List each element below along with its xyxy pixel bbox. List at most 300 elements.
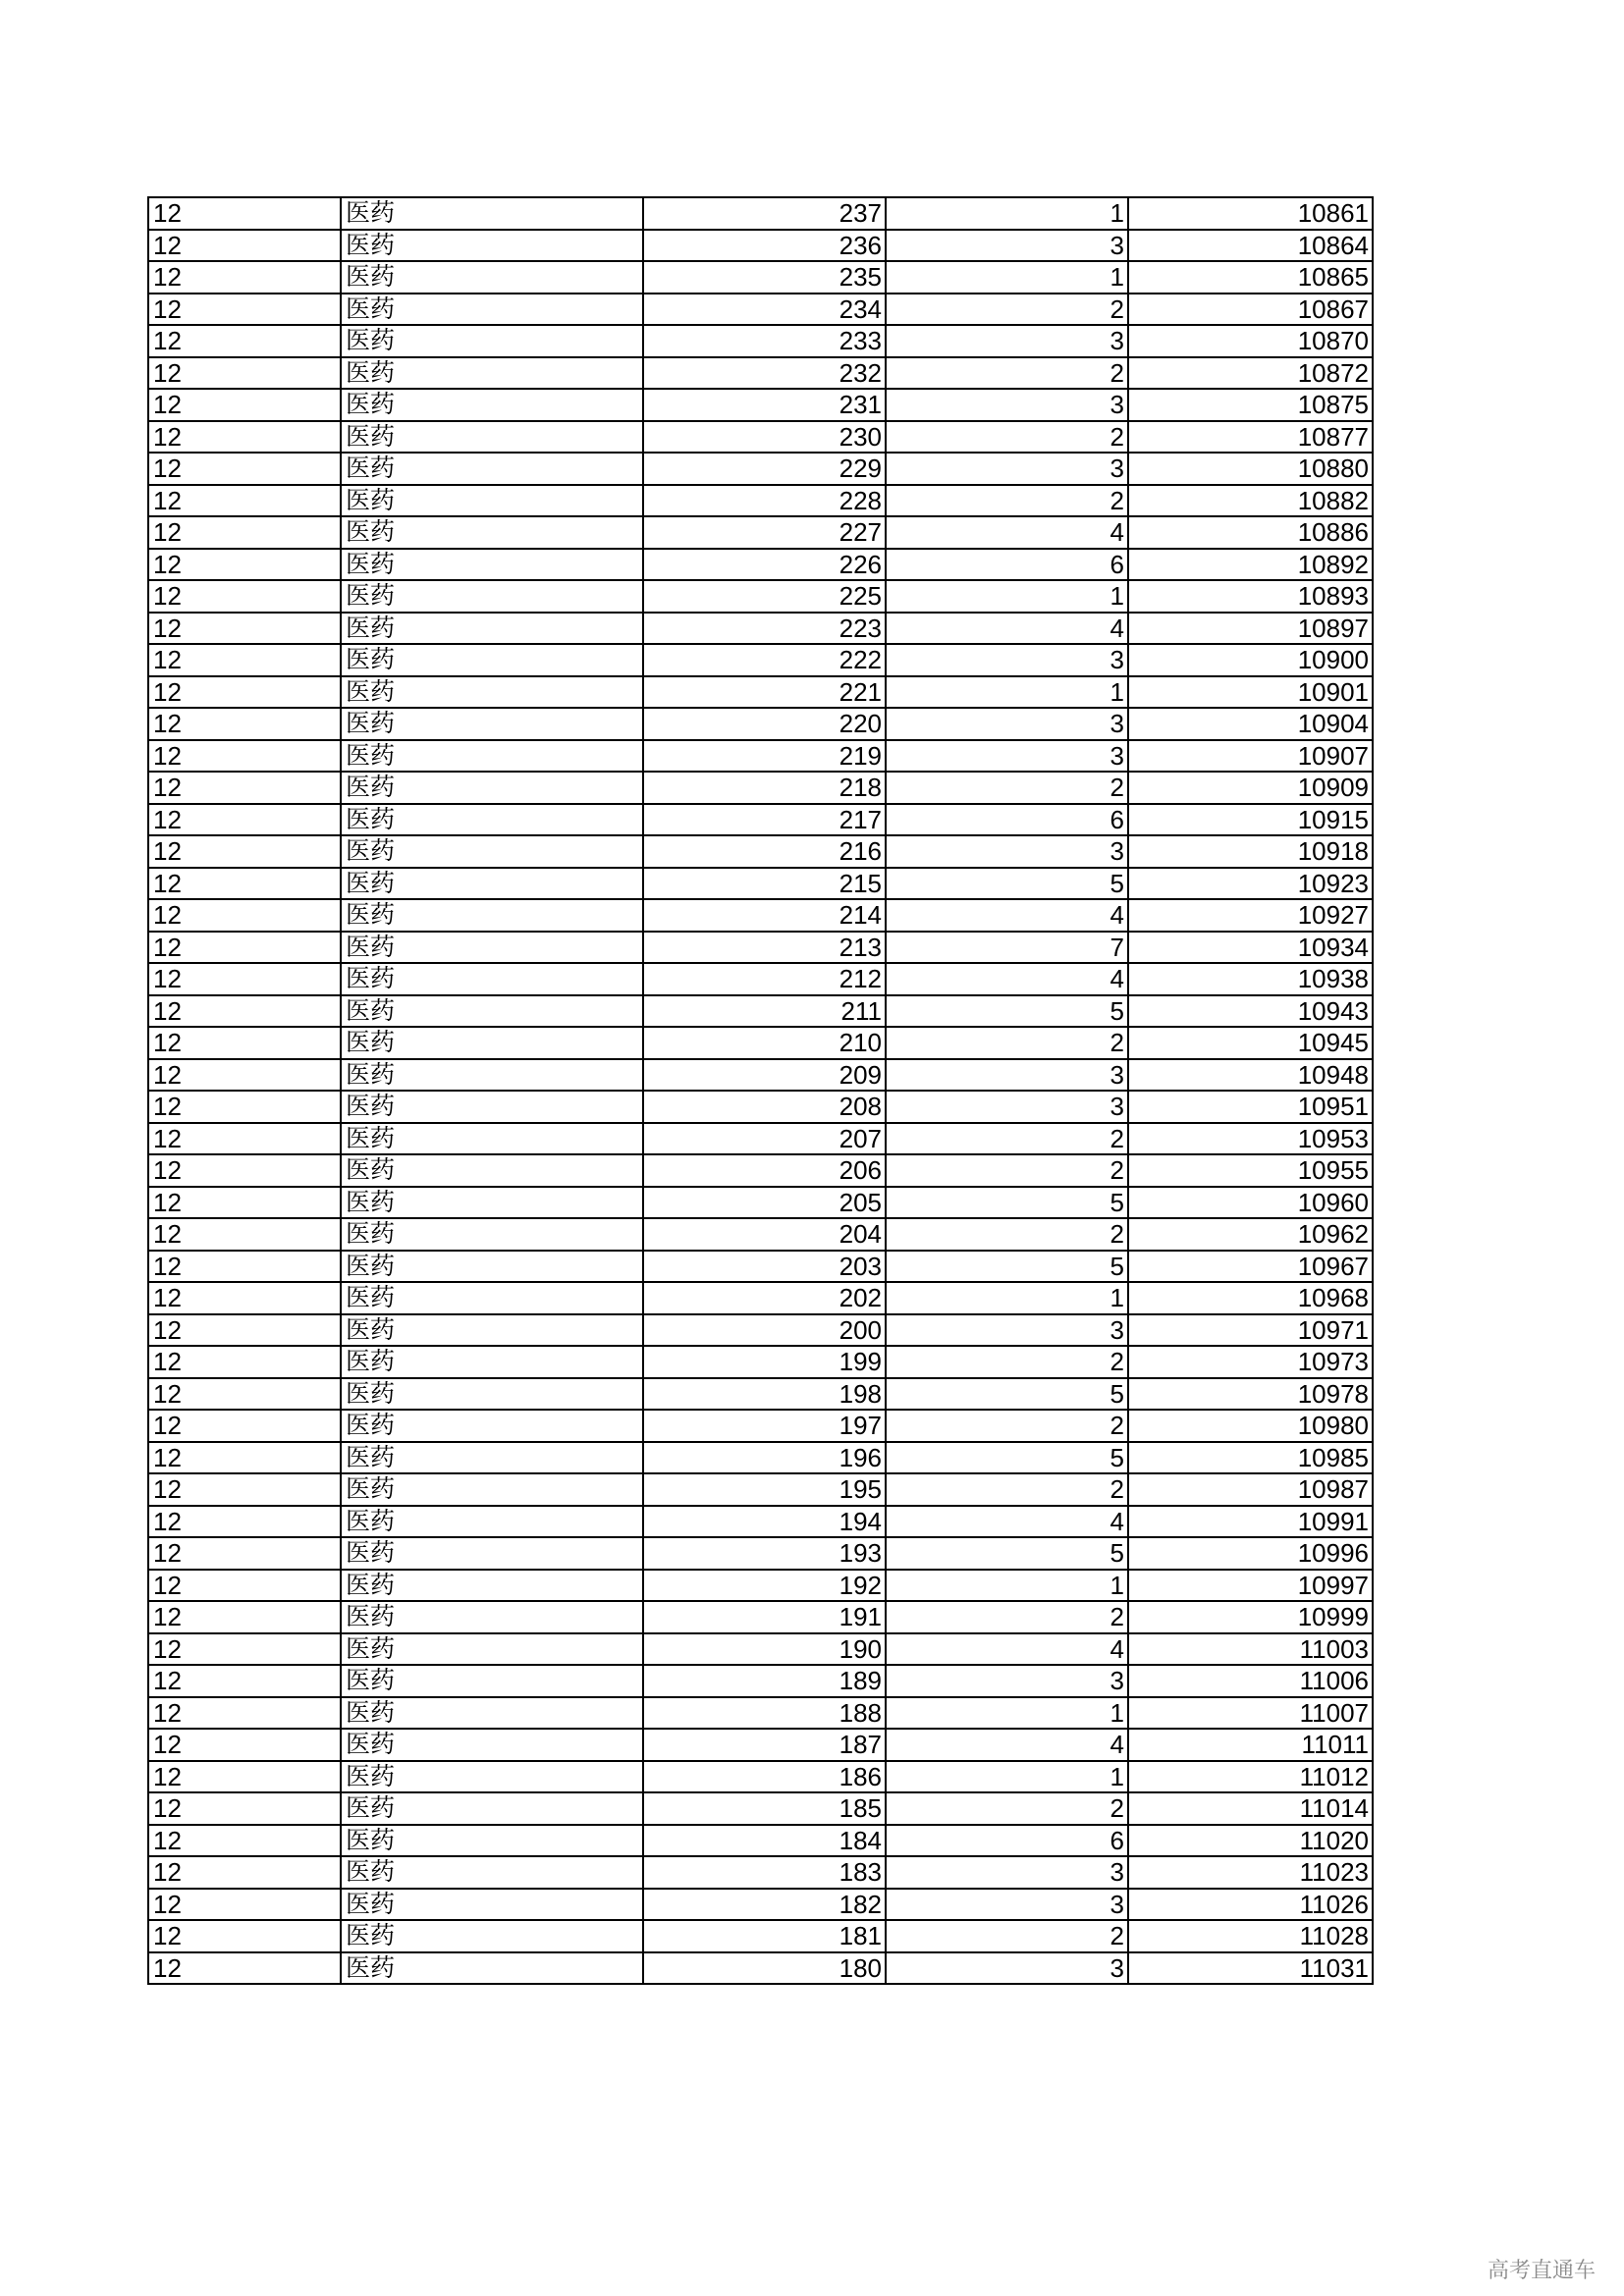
category-cell: 医药 [341,835,643,868]
cumulative-cell: 10953 [1128,1123,1373,1155]
table-row [148,549,1373,581]
group-cell: 12 [148,1378,341,1411]
cumulative-cell: 10980 [1128,1410,1373,1442]
category-cell: 医药 [341,516,643,549]
category-cell: 医药 [341,1091,643,1123]
score-cell: 187 [643,1729,886,1761]
score-cell: 234 [643,294,886,326]
cumulative-cell: 10997 [1128,1570,1373,1602]
count-cell: 2 [886,421,1128,454]
cumulative-cell: 11006 [1128,1665,1373,1697]
table-row [148,1473,1373,1506]
table-row [148,580,1373,613]
count-cell: 6 [886,804,1128,836]
table-row [148,1697,1373,1730]
cumulative-cell: 10973 [1128,1346,1373,1378]
count-cell: 5 [886,1442,1128,1474]
group-cell: 12 [148,1346,341,1378]
category-cell: 医药 [341,1251,643,1283]
category-cell: 医药 [341,804,643,836]
count-cell: 6 [886,549,1128,581]
cumulative-cell: 10978 [1128,1378,1373,1411]
table-row [148,1506,1373,1538]
group-cell: 12 [148,197,341,230]
cumulative-cell: 10991 [1128,1506,1373,1538]
group-cell: 12 [148,1091,341,1123]
category-cell: 医药 [341,1952,643,1985]
category-cell: 医药 [341,1410,643,1442]
score-cell: 203 [643,1251,886,1283]
table-row [148,230,1373,262]
group-cell: 12 [148,294,341,326]
group-cell: 12 [148,868,341,900]
cumulative-cell: 11003 [1128,1633,1373,1666]
table-row [148,899,1373,932]
category-cell: 医药 [341,1154,643,1187]
score-cell: 233 [643,325,886,357]
group-cell: 12 [148,1792,341,1825]
table-row [148,485,1373,517]
group-cell: 12 [148,230,341,262]
group-cell: 12 [148,899,341,932]
cumulative-cell: 11031 [1128,1952,1373,1985]
cumulative-cell: 10875 [1128,389,1373,421]
cumulative-cell: 11020 [1128,1825,1373,1857]
table-row [148,1952,1373,1985]
score-cell: 232 [643,357,886,390]
group-cell: 12 [148,1123,341,1155]
score-cell: 185 [643,1792,886,1825]
category-cell: 医药 [341,453,643,485]
group-cell: 12 [148,1952,341,1985]
score-cell: 209 [643,1059,886,1092]
cumulative-cell: 10934 [1128,932,1373,964]
count-cell: 2 [886,357,1128,390]
category-cell: 医药 [341,1856,643,1889]
count-cell: 3 [886,1952,1128,1985]
score-cell: 194 [643,1506,886,1538]
group-cell: 12 [148,516,341,549]
score-cell: 214 [643,899,886,932]
score-cell: 237 [643,197,886,230]
group-cell: 12 [148,835,341,868]
cumulative-cell: 10968 [1128,1282,1373,1314]
group-cell: 12 [148,772,341,804]
score-cell: 193 [643,1537,886,1570]
count-cell: 3 [886,708,1128,740]
group-cell: 12 [148,325,341,357]
table-row [148,1856,1373,1889]
group-cell: 12 [148,549,341,581]
score-cell: 212 [643,963,886,995]
cumulative-cell: 10907 [1128,740,1373,773]
category-cell: 医药 [341,868,643,900]
table-row [148,1792,1373,1825]
score-cell: 197 [643,1410,886,1442]
cumulative-cell: 10967 [1128,1251,1373,1283]
group-cell: 12 [148,453,341,485]
table-row [148,1601,1373,1633]
score-cell: 186 [643,1761,886,1793]
cumulative-cell: 10872 [1128,357,1373,390]
cumulative-cell: 11026 [1128,1889,1373,1921]
score-cell: 222 [643,644,886,676]
count-cell: 1 [886,580,1128,613]
group-cell: 12 [148,485,341,517]
score-cell: 236 [643,230,886,262]
category-cell: 医药 [341,1282,643,1314]
count-cell: 5 [886,995,1128,1028]
count-cell: 3 [886,1665,1128,1697]
score-cell: 208 [643,1091,886,1123]
category-cell: 医药 [341,325,643,357]
category-cell: 医药 [341,1825,643,1857]
table-row [148,421,1373,454]
group-cell: 12 [148,1314,341,1347]
count-cell: 2 [886,1473,1128,1506]
score-cell: 206 [643,1154,886,1187]
score-cell: 180 [643,1952,886,1985]
score-cell: 218 [643,772,886,804]
cumulative-cell: 10985 [1128,1442,1373,1474]
category-cell: 医药 [341,1314,643,1347]
score-cell: 231 [643,389,886,421]
count-cell: 2 [886,1410,1128,1442]
score-cell: 228 [643,485,886,517]
count-cell: 2 [886,1920,1128,1952]
category-cell: 医药 [341,1920,643,1952]
cumulative-cell: 10865 [1128,261,1373,294]
category-cell: 医药 [341,580,643,613]
table-row [148,1282,1373,1314]
score-cell: 219 [643,740,886,773]
category-cell: 医药 [341,676,643,709]
group-cell: 12 [148,1761,341,1793]
table-row [148,261,1373,294]
count-cell: 2 [886,1027,1128,1059]
category-cell: 医药 [341,708,643,740]
cumulative-cell: 10999 [1128,1601,1373,1633]
count-cell: 2 [886,1601,1128,1633]
count-cell: 5 [886,1251,1128,1283]
category-cell: 医药 [341,1633,643,1666]
group-cell: 12 [148,1665,341,1697]
group-cell: 12 [148,1889,341,1921]
category-cell: 医药 [341,932,643,964]
group-cell: 12 [148,580,341,613]
table-row [148,1633,1373,1666]
cumulative-cell: 10915 [1128,804,1373,836]
count-cell: 2 [886,1346,1128,1378]
group-cell: 12 [148,1251,341,1283]
count-cell: 3 [886,1856,1128,1889]
score-cell: 207 [643,1123,886,1155]
category-cell: 医药 [341,197,643,230]
group-cell: 12 [148,1027,341,1059]
category-cell: 医药 [341,1027,643,1059]
score-cell: 192 [643,1570,886,1602]
table-row [148,804,1373,836]
score-cell: 200 [643,1314,886,1347]
group-cell: 12 [148,708,341,740]
count-cell: 3 [886,1314,1128,1347]
category-cell: 医药 [341,1601,643,1633]
table-row [148,676,1373,709]
table-row [148,644,1373,676]
category-cell: 医药 [341,1123,643,1155]
group-cell: 12 [148,995,341,1028]
category-cell: 医药 [341,1665,643,1697]
score-cell: 230 [643,421,886,454]
count-cell: 5 [886,1378,1128,1411]
score-cell: 216 [643,835,886,868]
count-cell: 5 [886,1537,1128,1570]
score-table [147,196,1374,1985]
group-cell: 12 [148,932,341,964]
watermark-text: 高考直通车 [1488,2259,1597,2283]
cumulative-cell: 10861 [1128,197,1373,230]
count-cell: 4 [886,963,1128,995]
table-row [148,1346,1373,1378]
score-cell: 188 [643,1697,886,1730]
cumulative-cell: 10938 [1128,963,1373,995]
category-cell: 医药 [341,1697,643,1730]
table-row [148,1027,1373,1059]
count-cell: 3 [886,389,1128,421]
table-row [148,1187,1373,1219]
count-cell: 3 [886,325,1128,357]
group-cell: 12 [148,1506,341,1538]
count-cell: 1 [886,676,1128,709]
category-cell: 医药 [341,613,643,645]
score-cell: 211 [643,995,886,1028]
count-cell: 2 [886,1218,1128,1251]
group-cell: 12 [148,1442,341,1474]
table-row [148,1537,1373,1570]
count-cell: 3 [886,230,1128,262]
cumulative-cell: 10945 [1128,1027,1373,1059]
count-cell: 4 [886,899,1128,932]
group-cell: 12 [148,613,341,645]
cumulative-cell: 11023 [1128,1856,1373,1889]
group-cell: 12 [148,644,341,676]
group-cell: 12 [148,1537,341,1570]
cumulative-cell: 11014 [1128,1792,1373,1825]
count-cell: 2 [886,772,1128,804]
cumulative-cell: 10943 [1128,995,1373,1028]
cumulative-cell: 10900 [1128,644,1373,676]
table-row [148,932,1373,964]
score-cell: 221 [643,676,886,709]
category-cell: 医药 [341,644,643,676]
category-cell: 医药 [341,1570,643,1602]
table-row [148,1251,1373,1283]
group-cell: 12 [148,1218,341,1251]
score-cell: 190 [643,1633,886,1666]
count-cell: 2 [886,294,1128,326]
count-cell: 2 [886,1123,1128,1155]
category-cell: 医药 [341,389,643,421]
category-cell: 医药 [341,995,643,1028]
count-cell: 3 [886,1889,1128,1921]
count-cell: 3 [886,1059,1128,1092]
count-cell: 3 [886,453,1128,485]
group-cell: 12 [148,1410,341,1442]
category-cell: 医药 [341,963,643,995]
category-cell: 医药 [341,1729,643,1761]
table-row [148,1442,1373,1474]
group-cell: 12 [148,1697,341,1730]
category-cell: 医药 [341,549,643,581]
category-cell: 医药 [341,1889,643,1921]
table-row [148,1665,1373,1697]
score-cell: 217 [643,804,886,836]
cumulative-cell: 10955 [1128,1154,1373,1187]
table-row [148,1123,1373,1155]
category-cell: 医药 [341,1218,643,1251]
category-cell: 医药 [341,421,643,454]
table-row [148,963,1373,995]
table-row [148,1729,1373,1761]
table-row [148,1091,1373,1123]
category-cell: 医药 [341,1473,643,1506]
count-cell: 2 [886,1792,1128,1825]
score-cell: 195 [643,1473,886,1506]
table-row [148,1761,1373,1793]
category-cell: 医药 [341,294,643,326]
score-cell: 204 [643,1218,886,1251]
group-cell: 12 [148,1570,341,1602]
category-cell: 医药 [341,261,643,294]
table-row [148,389,1373,421]
count-cell: 1 [886,1570,1128,1602]
score-cell: 229 [643,453,886,485]
table-row [148,1825,1373,1857]
score-cell: 213 [643,932,886,964]
table-row [148,1218,1373,1251]
category-cell: 医药 [341,899,643,932]
score-cell: 210 [643,1027,886,1059]
group-cell: 12 [148,1059,341,1092]
cumulative-cell: 10880 [1128,453,1373,485]
count-cell: 2 [886,485,1128,517]
score-cell: 182 [643,1889,886,1921]
category-cell: 医药 [341,1792,643,1825]
group-cell: 12 [148,1154,341,1187]
group-cell: 12 [148,676,341,709]
group-cell: 12 [148,1473,341,1506]
score-cell: 235 [643,261,886,294]
count-cell: 3 [886,644,1128,676]
count-cell: 4 [886,1633,1128,1666]
category-cell: 医药 [341,357,643,390]
group-cell: 12 [148,261,341,294]
table-row [148,294,1373,326]
category-cell: 医药 [341,1442,643,1474]
category-cell: 医药 [341,772,643,804]
cumulative-cell: 10886 [1128,516,1373,549]
table-row [148,772,1373,804]
score-cell: 205 [643,1187,886,1219]
group-cell: 12 [148,1920,341,1952]
cumulative-cell: 10882 [1128,485,1373,517]
cumulative-cell: 10951 [1128,1091,1373,1123]
table-row [148,453,1373,485]
group-cell: 12 [148,963,341,995]
category-cell: 医药 [341,1187,643,1219]
count-cell: 4 [886,613,1128,645]
cumulative-cell: 10987 [1128,1473,1373,1506]
score-cell: 189 [643,1665,886,1697]
score-cell: 196 [643,1442,886,1474]
score-cell: 183 [643,1856,886,1889]
group-cell: 12 [148,1187,341,1219]
category-cell: 医药 [341,1537,643,1570]
count-cell: 3 [886,835,1128,868]
cumulative-cell: 10962 [1128,1218,1373,1251]
cumulative-cell: 10867 [1128,294,1373,326]
group-cell: 12 [148,804,341,836]
count-cell: 1 [886,1761,1128,1793]
cumulative-cell: 10948 [1128,1059,1373,1092]
count-cell: 1 [886,1697,1128,1730]
count-cell: 3 [886,1091,1128,1123]
count-cell: 5 [886,868,1128,900]
group-cell: 12 [148,1729,341,1761]
score-cell: 226 [643,549,886,581]
category-cell: 医药 [341,1506,643,1538]
table-row [148,1059,1373,1092]
count-cell: 7 [886,932,1128,964]
cumulative-cell: 10960 [1128,1187,1373,1219]
cumulative-cell: 10877 [1128,421,1373,454]
score-cell: 181 [643,1920,886,1952]
table-row [148,740,1373,773]
group-cell: 12 [148,1825,341,1857]
count-cell: 4 [886,516,1128,549]
category-cell: 医药 [341,1059,643,1092]
score-cell: 184 [643,1825,886,1857]
score-cell: 215 [643,868,886,900]
score-cell: 198 [643,1378,886,1411]
cumulative-cell: 11011 [1128,1729,1373,1761]
count-cell: 2 [886,1154,1128,1187]
count-cell: 6 [886,1825,1128,1857]
table-row [148,357,1373,390]
table-row [148,1378,1373,1411]
group-cell: 12 [148,389,341,421]
category-cell: 医药 [341,230,643,262]
count-cell: 3 [886,740,1128,773]
score-cell: 202 [643,1282,886,1314]
category-cell: 医药 [341,740,643,773]
cumulative-cell: 10893 [1128,580,1373,613]
cumulative-cell: 11028 [1128,1920,1373,1952]
count-cell: 1 [886,261,1128,294]
score-cell: 225 [643,580,886,613]
cumulative-cell: 10892 [1128,549,1373,581]
cumulative-cell: 11007 [1128,1697,1373,1730]
table-row [148,613,1373,645]
table-row [148,868,1373,900]
cumulative-cell: 10904 [1128,708,1373,740]
category-cell: 医药 [341,1761,643,1793]
category-cell: 医药 [341,485,643,517]
count-cell: 1 [886,1282,1128,1314]
table-row [148,995,1373,1028]
group-cell: 12 [148,1856,341,1889]
cumulative-cell: 10901 [1128,676,1373,709]
